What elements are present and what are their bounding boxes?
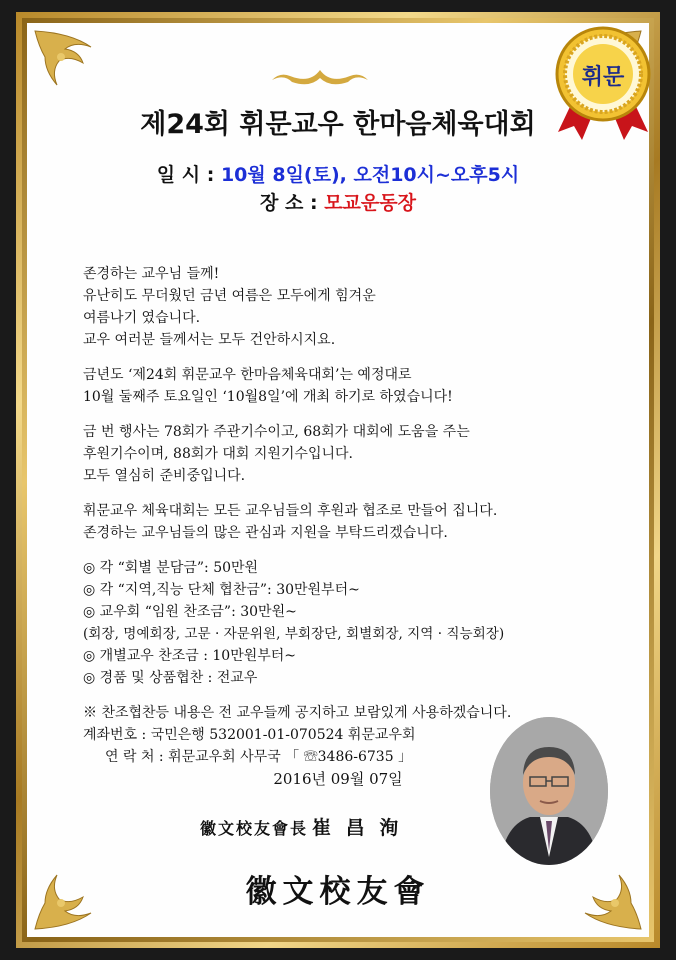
contact-line: 연 락 처 : 휘문교우회 사무국 「 ☏3486-6735 」 bbox=[105, 749, 413, 765]
body-line: 금 번 행사는 78회가 주관기수이고, 68회가 대회에 도움을 주는 bbox=[83, 424, 470, 440]
emblem-text: 휘문 bbox=[581, 65, 625, 90]
account-line: 계좌번호 : 국민은행 532001-01-070524 휘문교우회 bbox=[83, 727, 416, 743]
organization-name: 徽文校友會 bbox=[245, 874, 431, 910]
body-line: 후원기수이며, 88회가 대회 지원기수입니다. bbox=[83, 446, 353, 462]
notice-line: ※ 찬조협찬등 내용은 전 교우들께 공지하고 보람있게 사용하겠습니다. bbox=[83, 705, 512, 721]
body-line: 교우 여러분 들께서는 모두 건안하시지요. bbox=[83, 332, 336, 348]
president-photo bbox=[490, 717, 608, 865]
body-line: 금년도 ‘제24회 휘문교우 한마음체육대회’는 예정대로 bbox=[83, 367, 412, 383]
contribution-item: ◎ 각 “회별 분담금”: 50만원 bbox=[83, 560, 259, 576]
body-line: 존경하는 교우님들의 많은 관심과 지원을 부탁드리겠습니다. bbox=[83, 525, 448, 541]
contribution-item: ◎ 경품 및 상품협찬 : 전교우 bbox=[83, 670, 258, 686]
letter-body bbox=[83, 263, 613, 768]
location-label: 장 소 : bbox=[260, 192, 325, 214]
signer-title: 徽文校友會長 bbox=[200, 819, 309, 838]
body-line: 여름나기 였습니다. bbox=[83, 310, 201, 326]
contribution-item: ◎ 개별교우 찬조금 : 10만원부터~ bbox=[83, 648, 297, 664]
signer-name: 崔 昌 洵 bbox=[312, 817, 403, 839]
contribution-note: (회장, 명예회장, 고문 · 자문위원, 부회장단, 회별회장, 지역 · 직능회장) bbox=[83, 626, 505, 642]
letter-date: 2016년 09월 07일 bbox=[273, 770, 403, 788]
body-line: 존경하는 교우님 들께! bbox=[83, 266, 220, 282]
event-location bbox=[0, 188, 676, 215]
body-line: 유난히도 무더웠던 금년 여름은 모두에게 힘겨운 bbox=[83, 288, 376, 304]
flourish-ornament-icon bbox=[270, 66, 370, 88]
body-line: 휘문교우 체육대회는 모든 교우님들의 후원과 협조로 만들어 집니다. bbox=[83, 503, 498, 519]
signature bbox=[200, 813, 402, 840]
body-line: 모두 열심히 준비중입니다. bbox=[83, 468, 246, 484]
page-title: 제24회 휘문교우 한마음체육대회 bbox=[140, 109, 536, 140]
contribution-item: ◎ 각 “지역,직능 단체 협찬금”: 30만원부터~ bbox=[83, 582, 360, 598]
person-portrait-icon bbox=[490, 717, 608, 865]
contribution-item: ◎ 교우회 “임원 찬조금”: 30만원~ bbox=[83, 604, 297, 620]
time-label: 일 시 : bbox=[156, 164, 221, 186]
time-value: 10월 8일(토), 오전10시~오후5시 bbox=[220, 164, 520, 186]
event-time bbox=[0, 160, 676, 187]
location-value: 모교운동장 bbox=[324, 192, 416, 214]
body-line: 10월 둘째주 토요일인 ‘10월8일’에 개최 하기로 하였습니다! bbox=[83, 389, 453, 405]
